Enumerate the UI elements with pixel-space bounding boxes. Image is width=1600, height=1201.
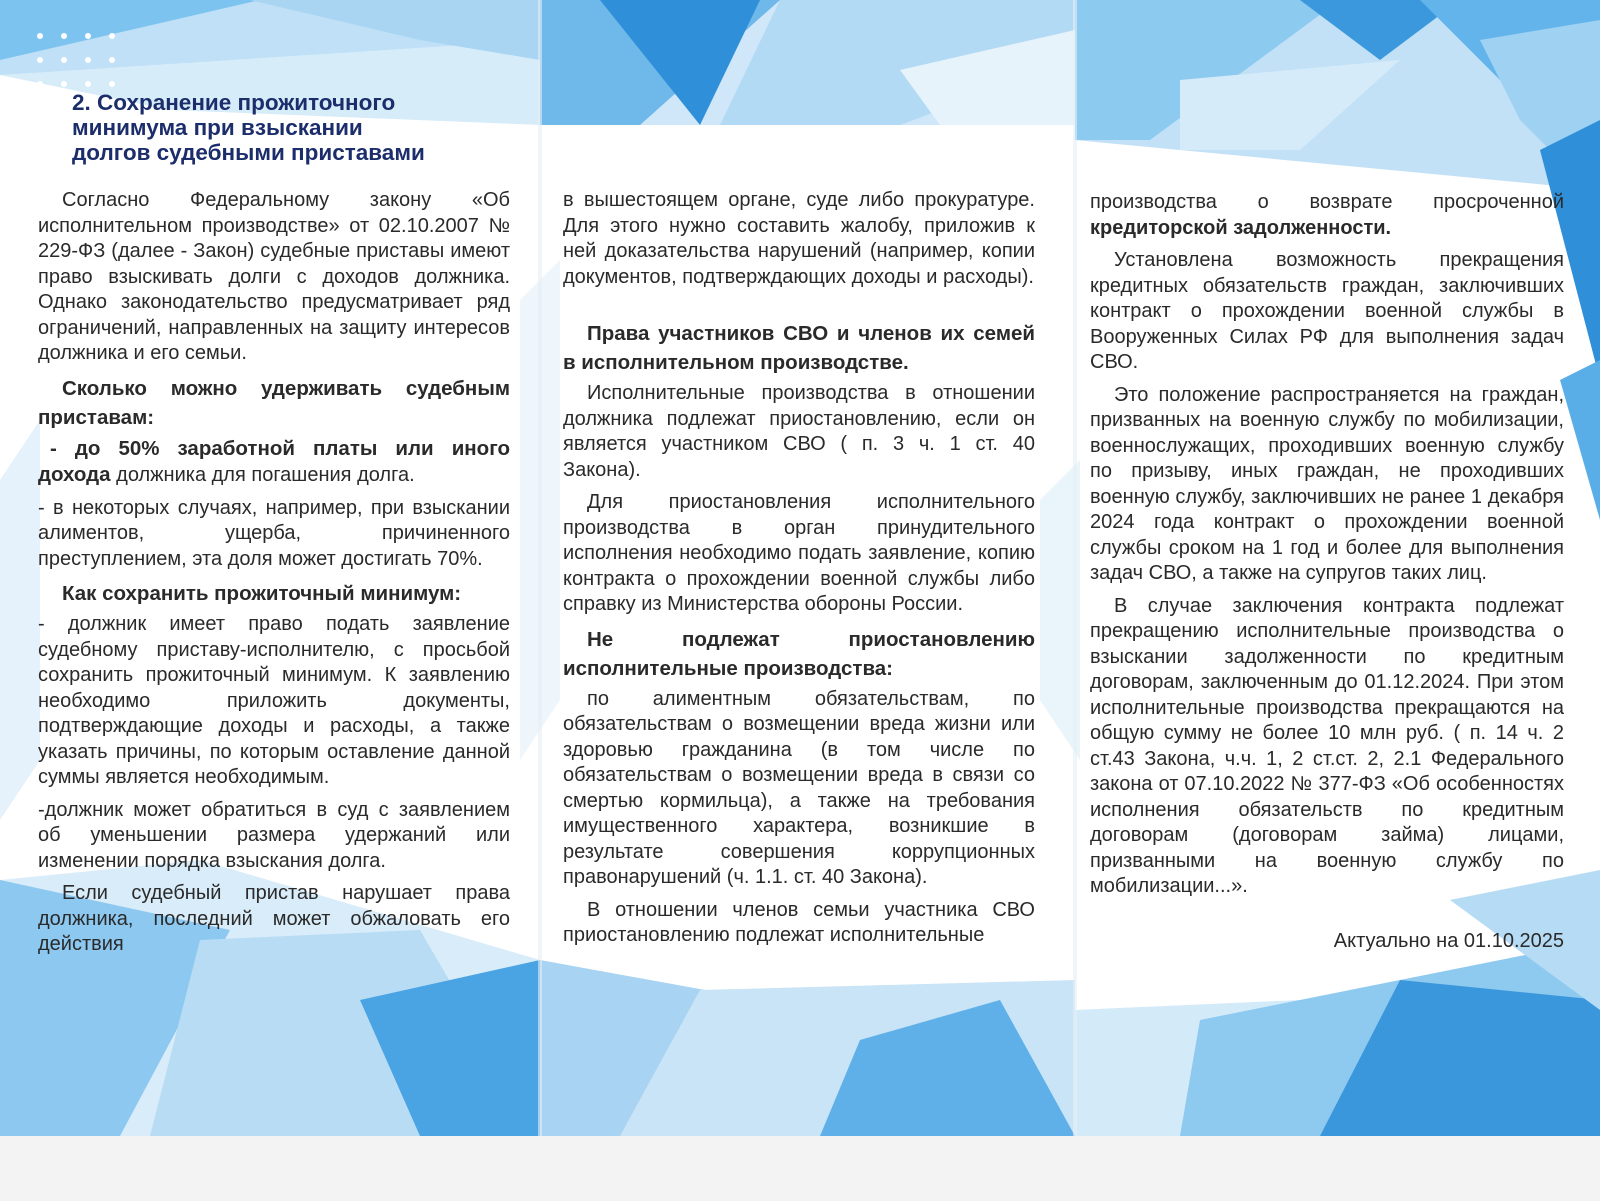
family-members-paragraph: В отношении членов семьи участника СВО приостановлению подлежат исполнительные [563,898,1035,946]
column-3 [1090,190,1564,961]
heading-how-save: Как сохранить прожиточный минимум: [62,582,462,605]
contract-case-paragraph: В случае заключения контракта подлежат прекращению исполнительные производства о взыскании задолженности по кредитным договорам, заключенным до 01.12.2024. При этом исполнительные производства прекращаются на общую сумму не более 10 млн руб. ( п. 14 ч. 2 ст.43 Закона, ч.ч. 1, 2 ст.ст. 2, 2.1 Федерального закона от 07.10.2022 № 377-ФЗ «Об особенностях исполнения обязательств по кредитным договорам (договорам займа) лицами, призванными на военную службу по мобилизации...». [1090,594,1564,897]
section-title [72,90,425,165]
termination-paragraph: Установлена возможность прекращения кредитных обязательств граждан, заключивших контракт о прохождении военной службы в Вооруженных Силах РФ для выполнения задач СВО. [1090,249,1564,373]
credit-continuation-bold: кредиторской задолженности. [1090,216,1392,239]
heading-not-suspended: Не подлежат приостановлению исполнительные производства: [563,627,1035,680]
heading-svo-rights: Права участников СВО и членов их семей в исполнительном производстве. [563,322,1035,374]
bg-poly [0,420,40,820]
credit-continuation [1090,190,1564,241]
intro-paragraph: Согласно Федеральному закону «Об исполнительном производстве» от 02.10.2007 № 229-ФЗ (далее - Закон) судебные приставы имеют право взыскивать долги с доходов должника. Однако законодательство предусматривает ряд ограничений, направленных на защиту интересов должника и его семьи. [38,189,510,364]
fold-line [1073,0,1077,1136]
heading-how-much: Сколько можно удерживать судебным приставам: [38,376,510,429]
column-1 [38,188,510,965]
save-item-application: - должник имеет право подать заявление судебному приставу-исполнителю, с просьбой сохранить прожиточный минимум. К заявлению необходимо приложить документы, подтверждающие доходы и расходы, а также указать причины, по которым оставление данной суммы является необходимым. [38,613,510,788]
svo-suspension-paragraph: Исполнительные производства в отношении должника подлежат приостановлению, если он является участником СВО ( п. 3 ч. 1 ст. 40 Закона). [563,382,1035,481]
bg-poly [1560,360,1600,520]
not-suspended-paragraph: по алиментным обязательствам, по обязательствам о возмещении вреда жизни или здоровью гражданина (в том числе по обязательствам о возмещении вреда в связи со смертью кормильца), а также на требования имущественного характера, возникшие в результате совершения коррупционных правонарушений (ч. 1.1. ст. 40 Закона). [563,687,1035,888]
title-line-2: минимума при взыскании [72,115,363,140]
fold-line [538,0,542,1136]
title-line-3: долгов судебными приставами [72,140,425,165]
limit-item-70: - в некоторых случаях, например, при взыскании алиментов, ущерба, причиненного преступлением, эта доля может достигать 70%. [38,496,510,570]
credit-continuation-text: производства о возврате просроченной [1090,191,1564,213]
svo-documents-paragraph: Для приостановления исполнительного производства в орган принудительного исполнения необходимо подать заявление, копию контракта о прохождении военной службы либо справку из Министерства обороны России. [563,491,1035,615]
appeal-continuation: в вышестоящем органе, суде либо прокуратуре. Для этого нужно составить жалобу, приложив к ней доказательства нарушений (например, копии документов, подтверждающих доходы и расходы). [563,189,1035,288]
limit-item-50-rest: должника для погашения долга. [110,464,415,486]
applies-to-paragraph: Это положение распространяется на граждан, призванных на военную службу по мобилизации, военнослужащих, проходивших военную службу по призыву, иных граждан, не проходивших военную службу, заключивших не ранее 1 декабря 2024 года контракт о прохождении военной службы сроком на 1 год и более для выполнения задач СВО, а также на супругов таких лиц. [1090,383,1564,584]
title-line-1: 2. Сохранение прожиточного [72,90,396,115]
limit-item-50 [38,436,510,489]
column-2 [563,188,1035,956]
violation-paragraph: Если судебный пристав нарушает права должника, последний может обжаловать его действия [38,882,510,955]
actual-date: Актуально на 01.10.2025 [1333,929,1564,952]
limit-item-50-bold: - до 50% заработной платы или иного дохода [38,436,510,486]
save-item-court: -должник может обратиться в суд с заявлением об уменьшении размера удержаний или изменении порядка взыскания долга. [38,798,510,872]
